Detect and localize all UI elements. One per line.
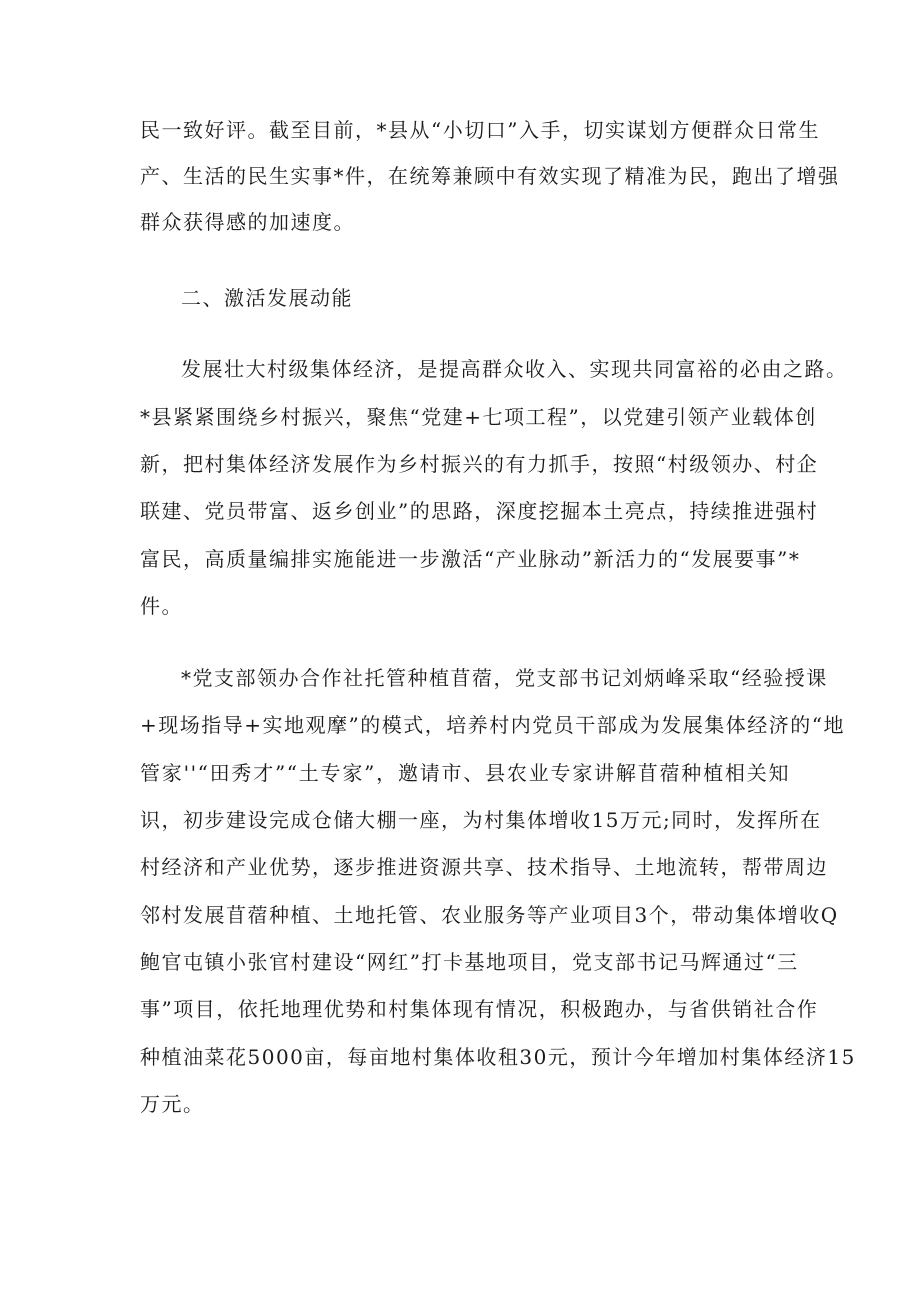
paragraph-line: 富民，高质量编排实施能进一步激活“产业脉动”新活力的“发展要事”* xyxy=(140,547,801,571)
paragraph-line: *党支部领办合作社托管种植苜蓿，党支部书记刘炳峰采取“经验授课 xyxy=(181,666,828,690)
paragraph-line: 件。 xyxy=(140,594,183,618)
paragraph-line: 群众获得感的加速度。 xyxy=(140,210,355,234)
paragraph-line: +现场指导+实地观摩”的模式，培养村内党员干部成为发展集体经济的“地 xyxy=(140,713,845,737)
paragraph-line: 鲍官屯镇小张官村建设“网红”打卡基地项目，党支部书记马辉通过“三 xyxy=(140,950,799,974)
paragraph-line: 民一致好评。截至目前，*县从“小切口”入手，切实谋划方便群众日常生 xyxy=(140,118,820,142)
paragraph-line: 识，初步建设完成仓储大棚一座，为村集体增收15万元;同时，发挥所在 xyxy=(140,808,822,832)
paragraph-line: 种植油菜花5000亩，每亩地村集体收租30元，预计今年增加村集体经济15 xyxy=(140,1045,856,1069)
paragraph-line: 邻村发展苜蓿种植、土地托管、农业服务等产业项目3个，带动集体增收Q xyxy=(140,903,839,927)
paragraph-line: 新，把村集体经济发展作为乡村振兴的有力抓手，按照“村级领办、村企 xyxy=(140,452,819,476)
paragraph-line: 事”项目，依托地理优势和村集体现有情况，积极跑办，与省供销社合作 xyxy=(140,997,819,1021)
paragraph-line: 发展壮大村级集体经济，是提高群众收入、实现共同富裕的必由之路。 xyxy=(181,357,848,381)
paragraph-line: *县紧紧围绕乡村振兴，聚焦“党建+七项工程”，以党建引领产业载体创 xyxy=(140,405,817,429)
section-heading: 二、激活发展动能 xyxy=(181,286,353,310)
paragraph-line: 管家''“田秀才”“土专家”，邀请市、县农业专家讲解苜蓿种植相关知 xyxy=(140,761,790,785)
paragraph-line: 万元。 xyxy=(140,1092,205,1116)
paragraph-line: 村经济和产业优势，逐步推进资源共享、技术指导、土地流转，帮带周边 xyxy=(140,855,828,879)
paragraph-line: 产、生活的民生实事*件，在统筹兼顾中有效实现了精准为民，跑出了增强 xyxy=(140,164,840,188)
paragraph-line: 联建、党员带富、返乡创业”的思路，深度挖掘本土亮点，持续推进强村 xyxy=(140,499,819,523)
